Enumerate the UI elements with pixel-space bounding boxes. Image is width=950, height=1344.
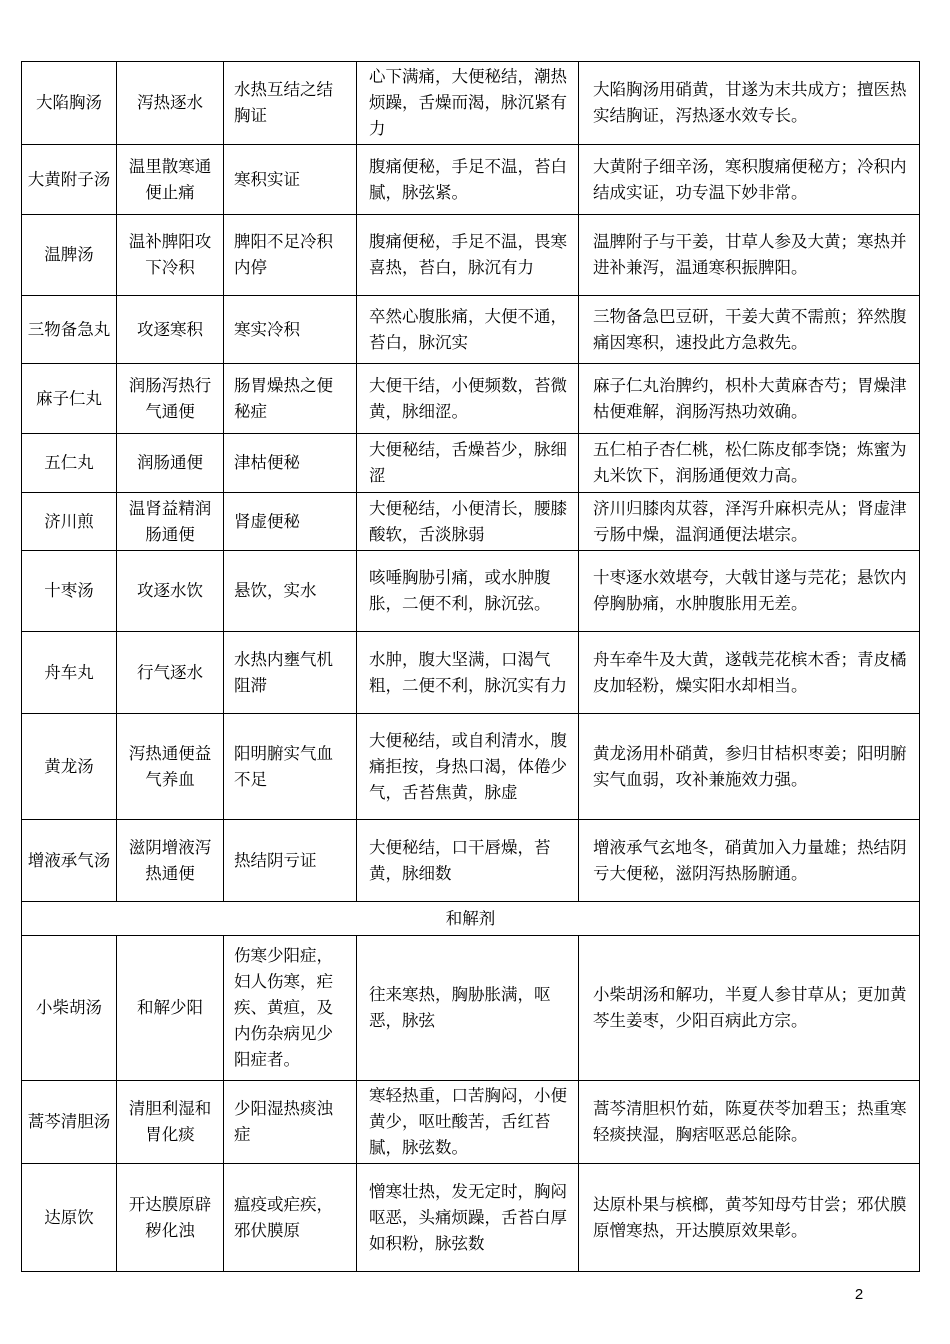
formula-indication: 少阳湿热痰浊症 (224, 1081, 357, 1164)
table-row (22, 551, 920, 632)
formula-function: 泻热逐水 (117, 62, 224, 145)
formula-function: 泻热通便益气养血 (117, 714, 224, 820)
formula-name: 蒿芩清胆汤 (22, 1081, 117, 1164)
formula-indication: 肾虚便秘 (224, 493, 357, 551)
formula-symptoms: 大便干结，小便频数，苔微黄，脉细涩。 (357, 364, 579, 434)
formula-table-page (21, 61, 919, 1272)
formula-verse: 大黄附子细辛汤，寒积腹痛便秘方；冷积内结成实证，功专温下妙非常。 (579, 145, 920, 215)
formula-function: 滋阴增液泻热通便 (117, 820, 224, 902)
formula-verse: 五仁柏子杏仁桃，松仁陈皮郁李饶；炼蜜为丸米饮下，润肠通便效力高。 (579, 434, 920, 493)
formula-verse: 黄龙汤用朴硝黄，参归甘桔枳枣姜；阳明腑实气血弱，攻补兼施效力强。 (579, 714, 920, 820)
formula-name: 三物备急丸 (22, 296, 117, 364)
table-row (22, 1164, 920, 1272)
table-row (22, 145, 920, 215)
section-row (22, 902, 920, 936)
formula-name: 大黄附子汤 (22, 145, 117, 215)
formula-name: 大陷胸汤 (22, 62, 117, 145)
formula-function: 清胆利湿和胃化痰 (117, 1081, 224, 1164)
formula-symptoms: 咳唾胸胁引痛，或水肿腹胀，二便不利，脉沉弦。 (357, 551, 579, 632)
table-row (22, 1081, 920, 1164)
formula-name: 麻子仁丸 (22, 364, 117, 434)
formula-function: 攻逐寒积 (117, 296, 224, 364)
formula-verse: 增液承气玄地冬，硝黄加入力量雄；热结阴亏大便秘，滋阴泻热肠腑通。 (579, 820, 920, 902)
formula-indication: 寒积实证 (224, 145, 357, 215)
formula-function: 攻逐水饮 (117, 551, 224, 632)
section-title: 和解剂 (22, 902, 920, 936)
table-row (22, 493, 920, 551)
formula-table (21, 61, 920, 1272)
formula-indication: 寒实冷积 (224, 296, 357, 364)
formula-symptoms: 大便秘结，口干唇燥，苔黄，脉细数 (357, 820, 579, 902)
formula-symptoms: 水肿，腹大坚满，口渴气粗，二便不利，脉沉实有力 (357, 632, 579, 714)
formula-function: 和解少阳 (117, 936, 224, 1081)
formula-symptoms: 腹痛便秘，手足不温，畏寒喜热，苔白，脉沉有力 (357, 215, 579, 296)
formula-indication: 热结阴亏证 (224, 820, 357, 902)
formula-symptoms: 往来寒热，胸胁胀满，呕恶，脉弦 (357, 936, 579, 1081)
formula-verse: 麻子仁丸治脾约，枳朴大黄麻杏芍；胃燥津枯便难解，润肠泻热功效确。 (579, 364, 920, 434)
formula-indication: 阳明腑实气血不足 (224, 714, 357, 820)
table-row (22, 820, 920, 902)
formula-function: 温肾益精润肠通便 (117, 493, 224, 551)
formula-name: 增液承气汤 (22, 820, 117, 902)
formula-verse: 达原朴果与槟榔，黄芩知母芍甘尝；邪伏膜原憎寒热，开达膜原效果彰。 (579, 1164, 920, 1272)
formula-symptoms: 憎寒壮热，发无定时，胸闷呕恶，头痛烦躁，舌苔白厚如积粉，脉弦数 (357, 1164, 579, 1272)
formula-name: 五仁丸 (22, 434, 117, 493)
formula-verse: 温脾附子与干姜，甘草人参及大黄；寒热并进补兼泻，温通寒积振脾阳。 (579, 215, 920, 296)
formula-verse: 小柴胡汤和解功，半夏人参甘草从；更加黄芩生姜枣，少阳百病此方宗。 (579, 936, 920, 1081)
formula-name: 舟车丸 (22, 632, 117, 714)
table-row (22, 364, 920, 434)
formula-indication: 津枯便秘 (224, 434, 357, 493)
formula-verse: 济川归膝肉苁蓉，泽泻升麻枳壳从；肾虚津亏肠中燥，温润通便法堪宗。 (579, 493, 920, 551)
table-row (22, 434, 920, 493)
table-row (22, 714, 920, 820)
formula-indication: 伤寒少阳症，妇人伤寒，疟疾、黄疸，及内伤杂病见少阳症者。 (224, 936, 357, 1081)
formula-name: 达原饮 (22, 1164, 117, 1272)
formula-indication: 肠胃燥热之便秘症 (224, 364, 357, 434)
formula-indication: 水热内壅气机阻滞 (224, 632, 357, 714)
formula-symptoms: 寒轻热重，口苦胸闷，小便黄少，呕吐酸苦，舌红苔腻，脉弦数。 (357, 1081, 579, 1164)
formula-indication: 悬饮，实水 (224, 551, 357, 632)
table-row (22, 296, 920, 364)
formula-verse: 大陷胸汤用硝黄，甘遂为末共成方；擅医热实结胸证，泻热逐水效专长。 (579, 62, 920, 145)
formula-function: 润肠泻热行气通便 (117, 364, 224, 434)
formula-symptoms: 大便秘结，或自利清水，腹痛拒按，身热口渴，体倦少气，舌苔焦黄，脉虚 (357, 714, 579, 820)
formula-symptoms: 腹痛便秘，手足不温，苔白腻，脉弦紧。 (357, 145, 579, 215)
formula-verse: 蒿芩清胆枳竹茹，陈夏茯苓加碧玉；热重寒轻痰挟湿，胸痞呕恶总能除。 (579, 1081, 920, 1164)
formula-symptoms: 心下满痛，大便秘结，潮热烦躁，舌燥而渴，脉沉紧有力 (357, 62, 579, 145)
formula-name: 黄龙汤 (22, 714, 117, 820)
formula-name: 济川煎 (22, 493, 117, 551)
formula-name: 温脾汤 (22, 215, 117, 296)
formula-symptoms: 大便秘结，舌燥苔少，脉细涩 (357, 434, 579, 493)
formula-symptoms: 大便秘结，小便清长，腰膝酸软，舌淡脉弱 (357, 493, 579, 551)
formula-indication: 水热互结之结胸证 (224, 62, 357, 145)
formula-indication: 瘟疫或疟疾，邪伏膜原 (224, 1164, 357, 1272)
formula-function: 开达膜原辟秽化浊 (117, 1164, 224, 1272)
page-number: 2 (854, 1286, 864, 1303)
formula-indication: 脾阳不足冷积内停 (224, 215, 357, 296)
formula-verse: 三物备急巴豆研，干姜大黄不需煎；猝然腹痛因寒积，速投此方急救先。 (579, 296, 920, 364)
table-row (22, 62, 920, 145)
formula-function: 温补脾阳攻下冷积 (117, 215, 224, 296)
formula-function: 行气逐水 (117, 632, 224, 714)
table-row (22, 936, 920, 1081)
formula-verse: 舟车牵牛及大黄，遂戟芫花槟木香；青皮橘皮加轻粉，燥实阳水却相当。 (579, 632, 920, 714)
formula-name: 小柴胡汤 (22, 936, 117, 1081)
table-row (22, 632, 920, 714)
formula-function: 润肠通便 (117, 434, 224, 493)
formula-function: 温里散寒通便止痛 (117, 145, 224, 215)
table-row (22, 215, 920, 296)
formula-name: 十枣汤 (22, 551, 117, 632)
formula-verse: 十枣逐水效堪夸，大戟甘遂与芫花；悬饮内停胸胁痛，水肿腹胀用无差。 (579, 551, 920, 632)
formula-symptoms: 卒然心腹胀痛，大便不通，苔白，脉沉实 (357, 296, 579, 364)
